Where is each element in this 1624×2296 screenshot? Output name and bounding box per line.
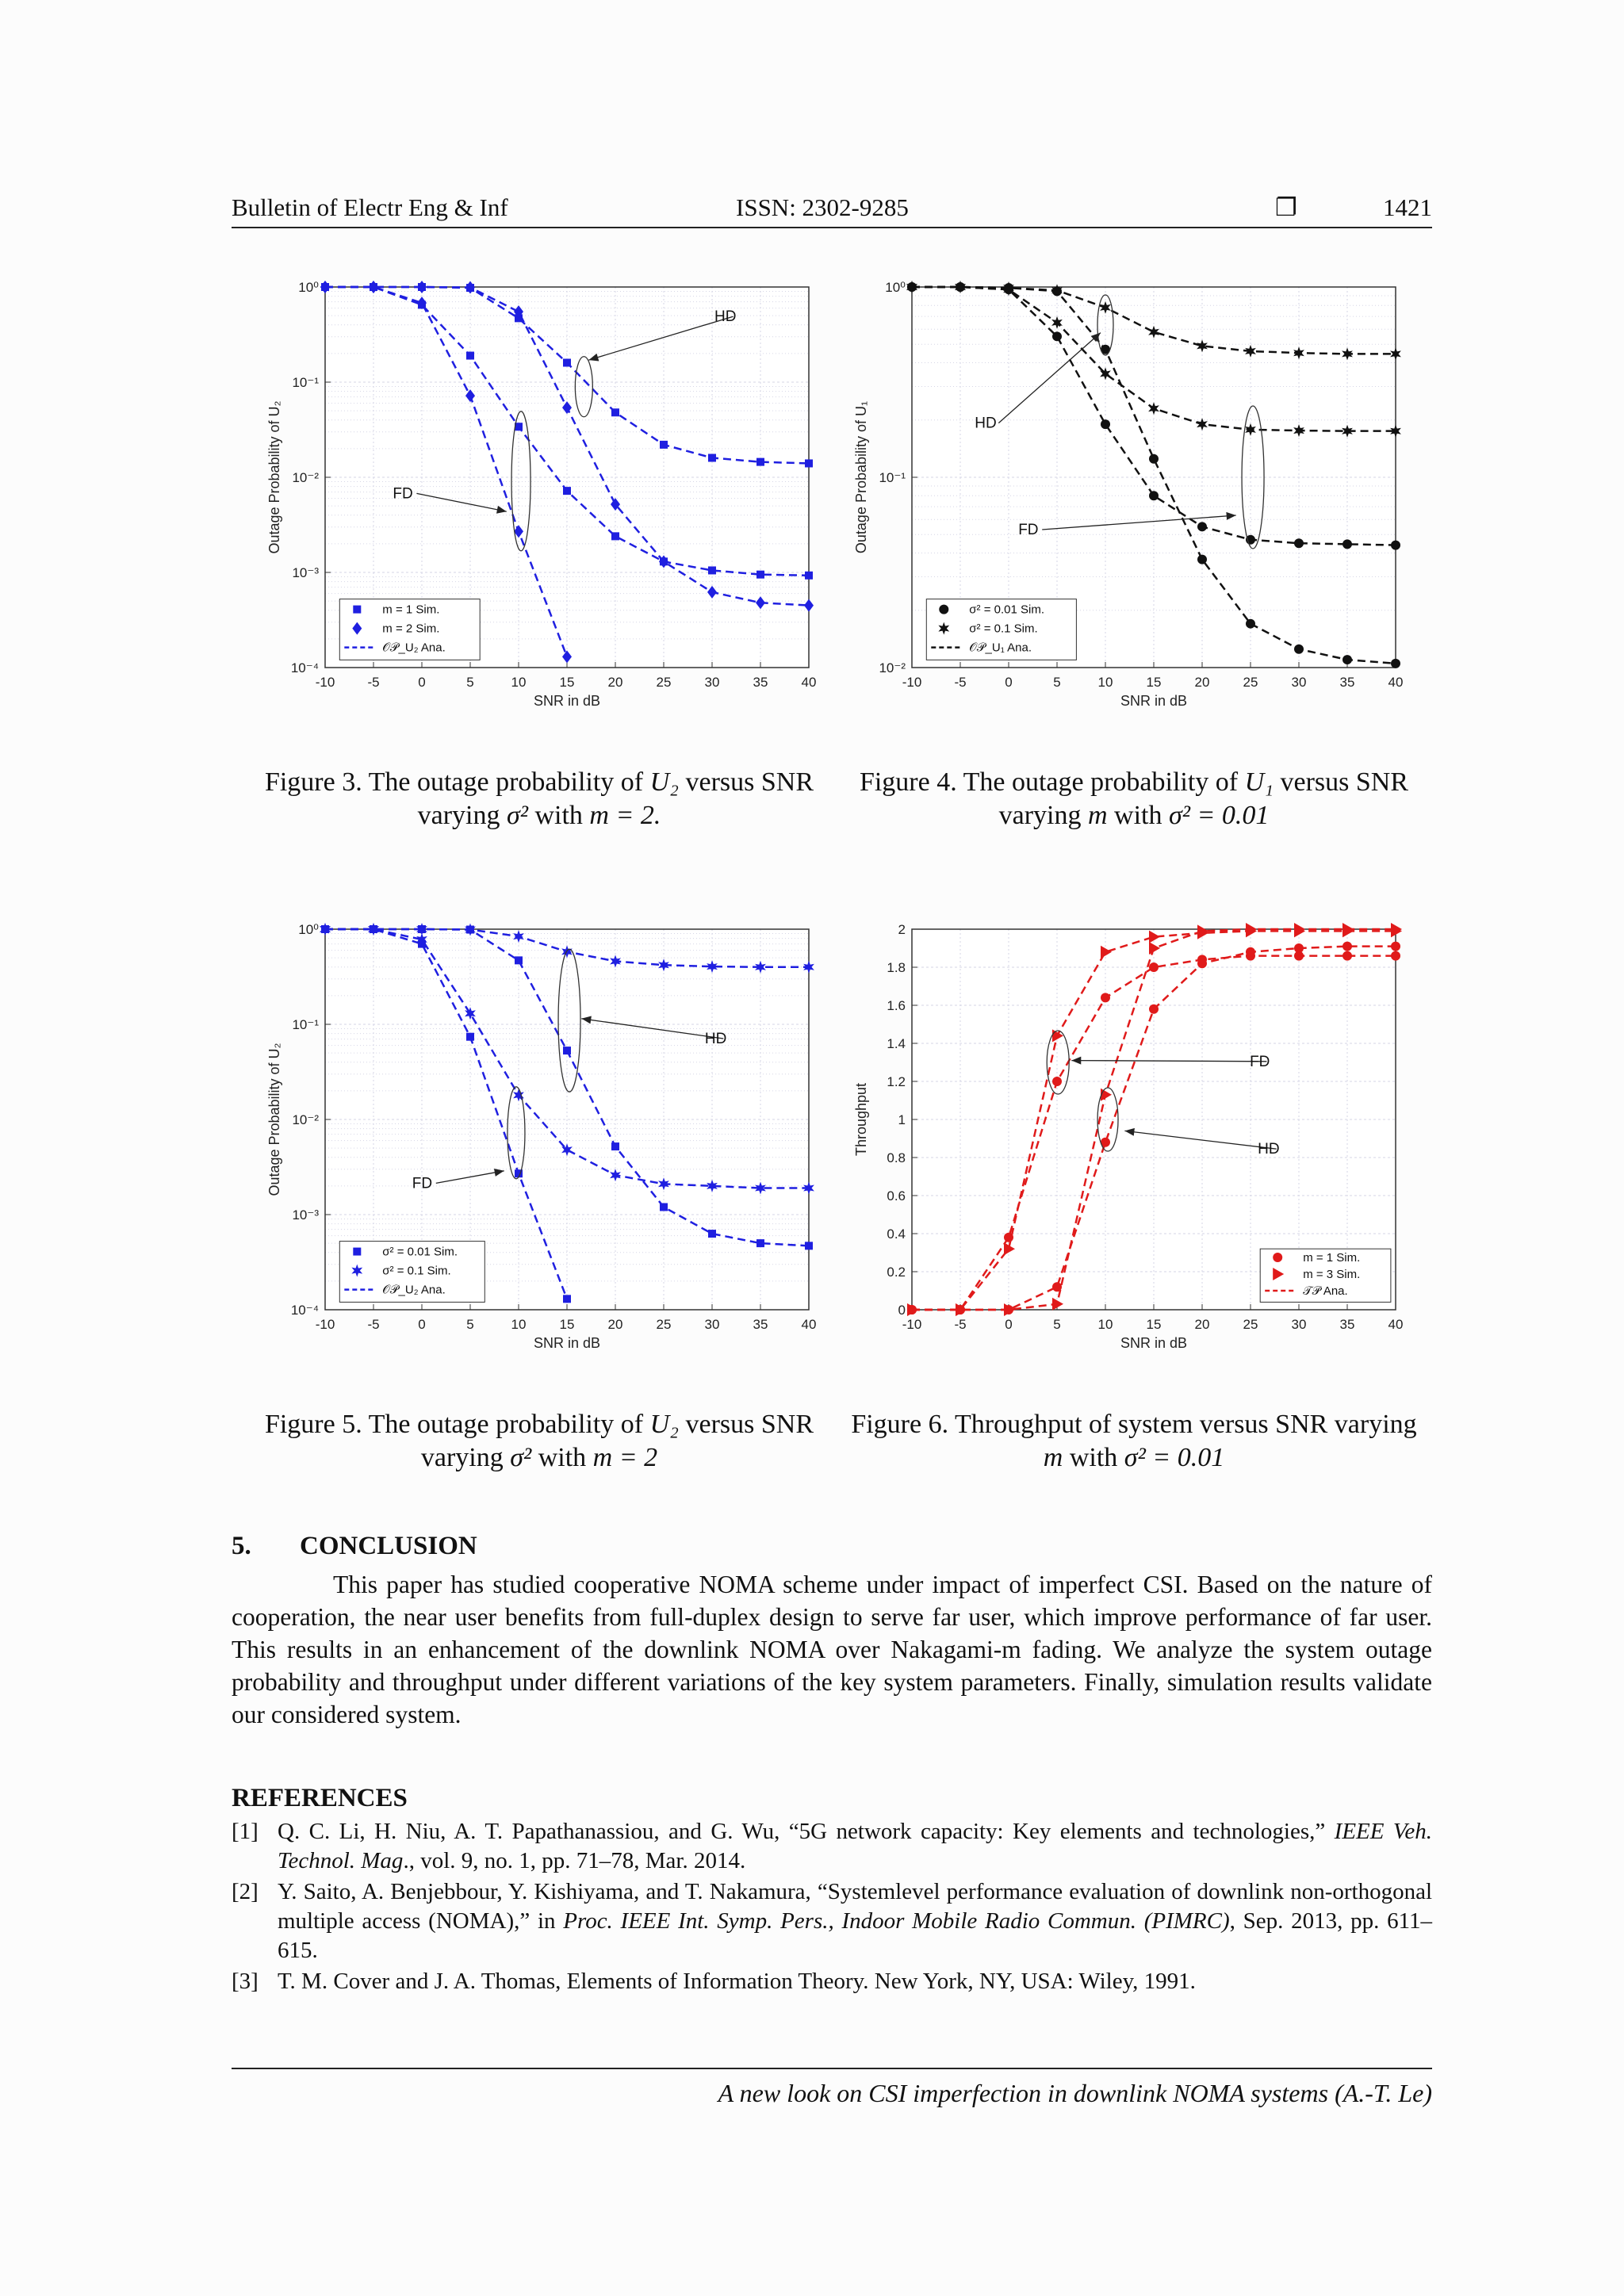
data-point [563,1295,571,1303]
y-tick-label: 2 [898,922,906,937]
data-point [611,1142,619,1150]
data-point [708,454,716,462]
y-tick-label: 10⁻³ [292,1207,319,1223]
x-tick-label: 40 [1388,1317,1404,1332]
section-number: 5. [232,1532,251,1560]
data-point [708,566,716,574]
figure-5-caption: Figure 5. The outage probability of U₂ versus SNR varying σ² with m = 2 [264,1410,814,1472]
chart-svg [262,912,833,1356]
x-tick-label: 35 [1339,675,1355,690]
y-tick-label: 10⁻⁴ [290,1303,319,1318]
y-tick-label: 10⁰ [885,280,906,295]
y-axis-label: Outage Probability of U₂ [266,1043,282,1196]
x-tick-label: 0 [418,1317,426,1332]
data-point [756,458,764,466]
y-tick-label: 10⁻¹ [292,1017,319,1032]
data-point [1294,538,1304,548]
data-point [805,572,813,580]
x-tick-label: 10 [511,1317,527,1332]
data-point [1197,555,1207,564]
data-point [805,1242,813,1249]
data-point [1197,959,1207,968]
x-tick-label: 30 [704,675,720,690]
data-point [1391,659,1400,668]
x-tick-label: 30 [1291,675,1307,690]
square-icon: ❐ [1275,193,1297,221]
data-point [611,532,619,540]
data-point [563,1047,571,1054]
x-tick-label: 40 [801,1317,817,1332]
x-tick-label: 10 [1097,675,1113,690]
x-tick-label: -10 [902,675,922,690]
annotation-label: FD [412,1175,433,1192]
journal-name: Bulletin of Electr Eng & Inf [232,193,508,221]
y-axis-label: Throughput [853,1082,869,1157]
figure-4-chart [848,270,1419,714]
legend-label: σ² = 0.01 Sim. [382,1245,458,1259]
x-tick-label: -10 [315,675,335,690]
y-tick-label: 10⁻¹ [292,375,319,390]
data-point [515,956,523,964]
chart-svg [848,912,1419,1356]
x-tick-label: 5 [466,1317,474,1332]
y-tick-label: 1 [898,1112,906,1127]
x-tick-label: -5 [367,1317,380,1332]
y-tick-label: 10⁻² [292,1112,319,1127]
legend-label: m = 1 Sim. [1303,1250,1361,1265]
annotation-label: HD [1258,1141,1280,1158]
figure-6-caption: Figure 6. Throughput of system versus SNR varying m with σ² = 0.01 [851,1410,1417,1472]
references-heading: REFERENCES [232,1784,408,1812]
legend-label: m = 2 Sim. [382,622,440,636]
legend [1260,1249,1391,1302]
data-point [563,359,571,367]
legend-marker [353,1248,361,1256]
x-tick-label: -10 [315,1317,335,1332]
legend [339,1242,485,1303]
x-tick-label: -5 [954,675,967,690]
legend-label: 𝒪𝒫_U₂ Ana. [382,1283,446,1297]
x-axis-label: SNR in dB [1120,1335,1188,1351]
x-tick-label: 25 [656,675,672,690]
x-tick-label: 35 [1339,1317,1355,1332]
annotation-label: FD [1018,522,1039,538]
data-point [1391,951,1400,961]
data-point [1101,419,1110,429]
legend-label: σ² = 0.1 Sim. [969,622,1038,636]
data-point [1052,1077,1062,1086]
legend-marker [1273,1253,1282,1262]
data-point [1197,522,1207,531]
annotation-label: HD [714,308,737,326]
x-tick-label: -5 [954,1317,967,1332]
issn: ISSN: 2302-9285 [736,193,909,221]
legend-label: σ² = 0.1 Sim. [382,1264,451,1278]
x-tick-label: 35 [753,675,768,690]
x-tick-label: 5 [1053,1317,1061,1332]
y-axis-label: Outage Probability of U₁ [853,400,869,554]
y-tick-label: 1.8 [887,960,906,975]
data-point [1391,541,1400,550]
annotation-label: HD [975,415,997,432]
y-tick-label: 10⁻² [292,470,319,485]
data-point [1342,655,1352,664]
data-point [1052,331,1062,341]
data-point [1149,962,1159,972]
x-tick-label: 35 [753,1317,768,1332]
data-point [805,459,813,467]
page-number: 1421 [1383,193,1432,221]
data-point [1294,645,1304,654]
legend [926,599,1076,660]
x-tick-label: 25 [1243,1317,1258,1332]
x-tick-label: 20 [607,675,623,690]
data-point [466,352,474,360]
y-tick-label: 0.8 [887,1150,906,1165]
x-tick-label: 15 [559,675,575,690]
data-point [466,1033,474,1041]
legend-label: 𝒪𝒫_U₁ Ana. [969,641,1032,655]
x-tick-label: 10 [1097,1317,1113,1332]
data-point [1149,1004,1159,1014]
data-point [1342,951,1352,961]
x-tick-label: 20 [607,1317,623,1332]
x-tick-label: 10 [511,675,527,690]
y-tick-label: 0 [898,1303,906,1318]
running-head [232,192,1432,228]
y-tick-label: 0.6 [887,1188,906,1203]
reference-list [232,1817,1432,1998]
x-tick-label: 15 [1146,1317,1162,1332]
data-point [660,1203,668,1211]
x-axis-label: SNR in dB [533,1335,601,1351]
chart-svg [848,270,1419,714]
legend-marker [939,605,948,614]
legend-label: 𝒯𝒫 Ana. [1303,1284,1348,1298]
legend-label: 𝒪𝒫_U₂ Ana. [382,641,446,655]
figure-5-chart [262,912,833,1356]
x-tick-label: 20 [1194,675,1210,690]
data-point [708,1230,716,1238]
x-tick-label: 20 [1194,1317,1210,1332]
chart-svg [262,270,833,714]
annotation-label: HD [704,1031,727,1047]
x-tick-label: 5 [1053,675,1061,690]
x-tick-label: 40 [801,675,817,690]
y-tick-label: 0.4 [887,1226,906,1242]
data-point [611,408,619,416]
data-point [1101,993,1110,1002]
x-tick-label: 0 [1005,1317,1013,1332]
x-tick-label: -10 [902,1317,922,1332]
x-axis-label: SNR in dB [533,693,601,709]
data-point [756,1239,764,1247]
x-tick-label: 0 [1005,675,1013,690]
footer-title: A new look on CSI imperfection in downlink NOMA systems (A.-T. Le) [718,2079,1432,2107]
x-tick-label: 25 [656,1317,672,1332]
legend-marker [353,606,361,614]
data-point [1149,454,1159,464]
data-point [563,487,571,495]
footer-rule [232,2068,1432,2069]
y-tick-label: 10⁰ [298,922,319,937]
section-heading [232,1532,477,1561]
legend-label: m = 1 Sim. [382,603,440,617]
x-tick-label: 30 [1291,1317,1307,1332]
x-tick-label: 30 [704,1317,720,1332]
x-tick-label: 15 [1146,675,1162,690]
data-point [1342,942,1352,951]
y-tick-label: 1.2 [887,1074,906,1089]
x-axis-label: SNR in dB [1120,693,1188,709]
figure-4-caption: Figure 4. The outage probability of U₁ versus SNR varying m with σ² = 0.01 [859,767,1409,830]
data-point [756,571,764,579]
x-tick-label: 15 [559,1317,575,1332]
reference-item: [1] Q. C. Li, H. Niu, A. T. Papathanassiou, and G. Wu, “5G network capacity: Key elements and technologies,” IEEE Veh. Technol. Mag., vol. 9, no. 1, pp. 71–78, Mar. 2014. [232,1819,1433,1873]
legend [339,599,480,660]
conclusion-paragraph: This paper has studied cooperative NOMA scheme under impact of imperfect CSI. Based on the nature of cooperation, the near user benefits from full-duplex design to serve far user, which improve performance of far user. This results in an enhancement of the downlink NOMA over Nakagami-m fading. We analyze the system outage probability and throughput under different variations of the key system parameters. Finally, simulation results validate our considered system. [232,1571,1432,1728]
data-point [1391,942,1400,951]
y-tick-label: 0.2 [887,1265,906,1280]
data-point [1342,539,1352,549]
x-tick-label: 25 [1243,675,1258,690]
y-tick-label: 1.6 [887,998,906,1013]
y-tick-label: 10⁻¹ [879,470,906,485]
y-tick-label: 10⁻³ [292,565,319,580]
legend-label: m = 3 Sim. [1303,1267,1361,1281]
x-tick-label: -5 [367,675,380,690]
legend-label: σ² = 0.01 Sim. [969,603,1045,617]
y-axis-label: Outage Probability of U₂ [266,400,282,554]
data-point [1149,491,1159,500]
x-tick-label: 0 [418,675,426,690]
y-tick-label: 10⁻⁴ [290,660,319,675]
annotation-label: FD [1250,1053,1270,1070]
x-tick-label: 40 [1388,675,1404,690]
y-tick-label: 10⁻² [879,660,906,675]
x-tick-label: 5 [466,675,474,690]
y-tick-label: 1.4 [887,1036,906,1051]
y-tick-label: 10⁰ [298,280,319,295]
reference-item: [3] T. M. Cover and J. A. Thomas, Elements of Information Theory. New York, NY, USA: Wiley, 1991. [232,1969,1196,1994]
figure-6-chart [848,912,1419,1356]
data-point [660,441,668,449]
figure-3-chart [262,270,833,714]
figure-3-caption: Figure 3. The outage probability of U₂ versus SNR varying σ² with m = 2. [264,767,814,830]
reference-item: [2] Y. Saito, A. Benjebbour, Y. Kishiyama, and T. Nakamura, “Systemlevel performance evaluation of downlink non-orthogonal multiple access (NOMA),” in Proc. IEEE Int. Symp. Pers., Indoor Mobile Radio Commun. (PIMRC), Sep. 2013, pp. 611–615. [232,1879,1432,1963]
section-title: CONCLUSION [300,1532,477,1560]
annotation-label: FD [393,485,413,503]
data-point [1246,619,1255,629]
data-point [1294,943,1304,953]
data-point [1246,947,1255,957]
